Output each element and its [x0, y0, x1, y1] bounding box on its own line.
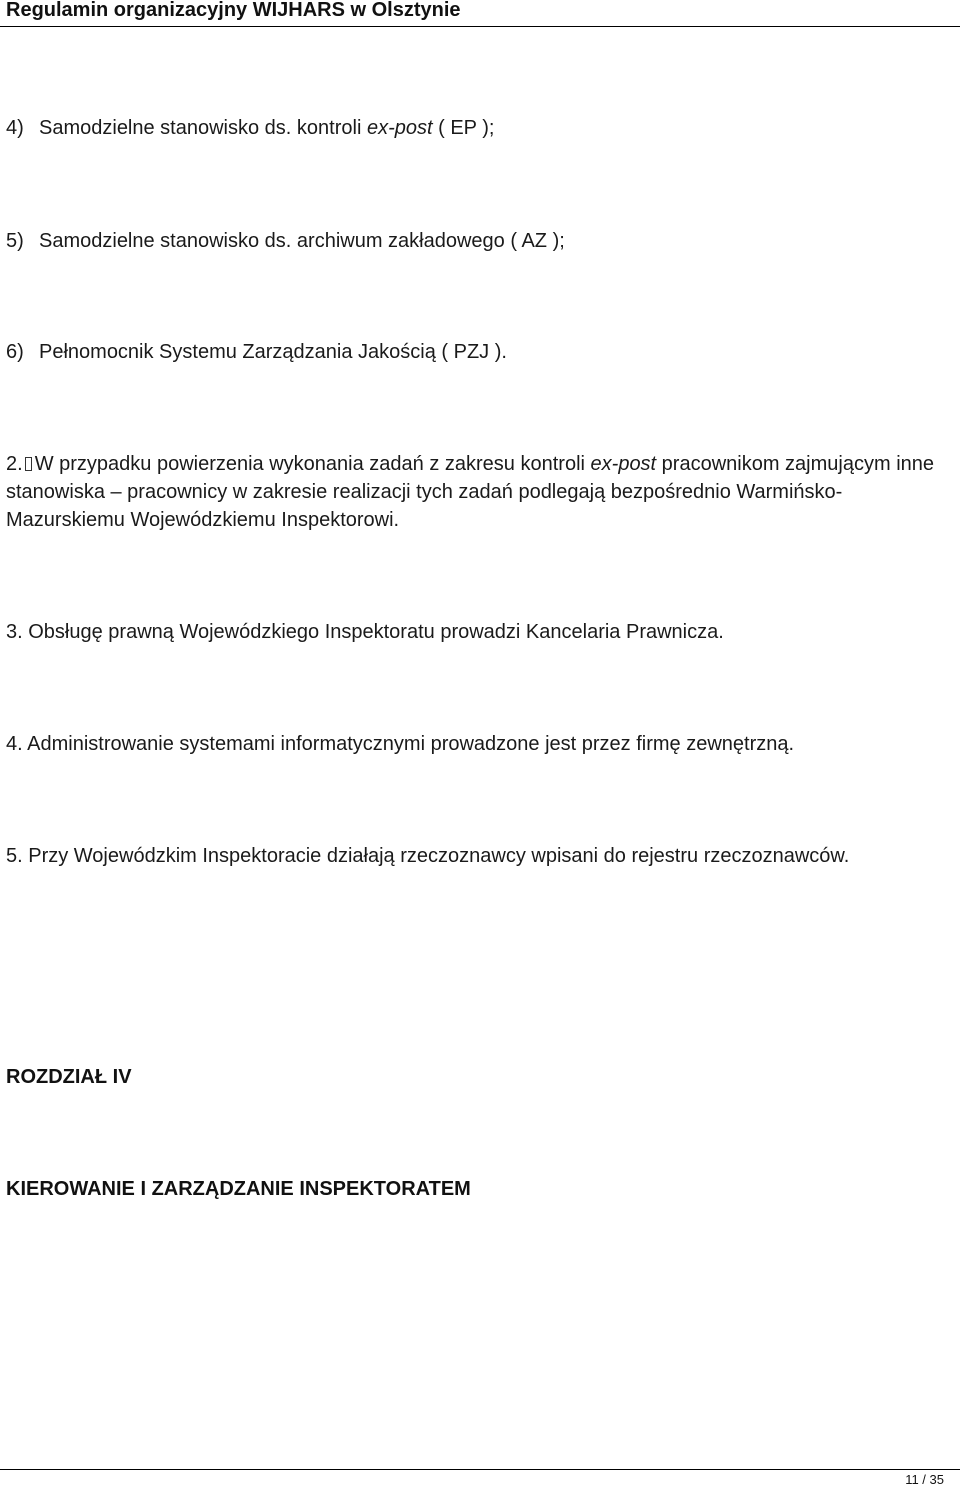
- list-item-text-end: ( EP );: [432, 117, 495, 139]
- chapter-number: ROZDZIAŁ IV: [6, 1066, 132, 1088]
- page-number: 11 / 35: [905, 1472, 944, 1487]
- document-title: Regulamin organizacyjny WIJHARS w Olsztynie: [6, 0, 461, 21]
- list-item-number: 5): [6, 230, 24, 252]
- list-item-text: Samodzielne stanowisko ds. kontroli: [39, 117, 367, 139]
- list-item-italic: ex-post: [366, 117, 433, 139]
- list-item: [6, 338, 507, 366]
- paragraph-3: 3. Obsługę prawną Wojewódzkiego Inspektoratu prowadzi Kancelaria Prawnicza.: [6, 621, 724, 643]
- footer-divider: [0, 1469, 960, 1470]
- page-header: [0, 0, 960, 26]
- paragraph-5: 5. Przy Wojewódzkim Inspektoracie działają rzeczoznawcy wpisani do rejestru rzeczoznawców.: [6, 845, 850, 867]
- paragraph-text-end: pracownikom zajmującym inne stanowiska – pracownicy w zakresie realizacji tych zadań podlegają bezpośrednio Warmińsko-Mazurskiemu Wojewódzkiemu Inspektorowi.: [6, 453, 935, 531]
- paragraph-number: 2.: [6, 453, 23, 475]
- paragraph-2: [6, 450, 954, 534]
- missing-glyph-icon: [25, 457, 32, 471]
- header-divider: [0, 26, 960, 27]
- list-item-text: Samodzielne stanowisko ds. archiwum zakładowego ( AZ );: [39, 230, 565, 252]
- paragraph-text: W przypadku powierzenia wykonania zadań z zakresu kontroli: [34, 453, 591, 475]
- paragraph-italic: ex-post: [590, 453, 657, 475]
- paragraph-4: 4. Administrowanie systemami informatycznymi prowadzone jest przez firmę zewnętrzną.: [6, 733, 795, 755]
- list-item-text: Pełnomocnik Systemu Zarządzania Jakością ( PZJ ).: [39, 341, 507, 363]
- list-item: [6, 114, 494, 142]
- list-item: [6, 227, 565, 255]
- chapter-title: KIEROWANIE I ZARZĄDZANIE INSPEKTORATEM: [6, 1178, 471, 1200]
- list-item-number: 6): [6, 341, 24, 363]
- list-item-number: 4): [6, 117, 24, 139]
